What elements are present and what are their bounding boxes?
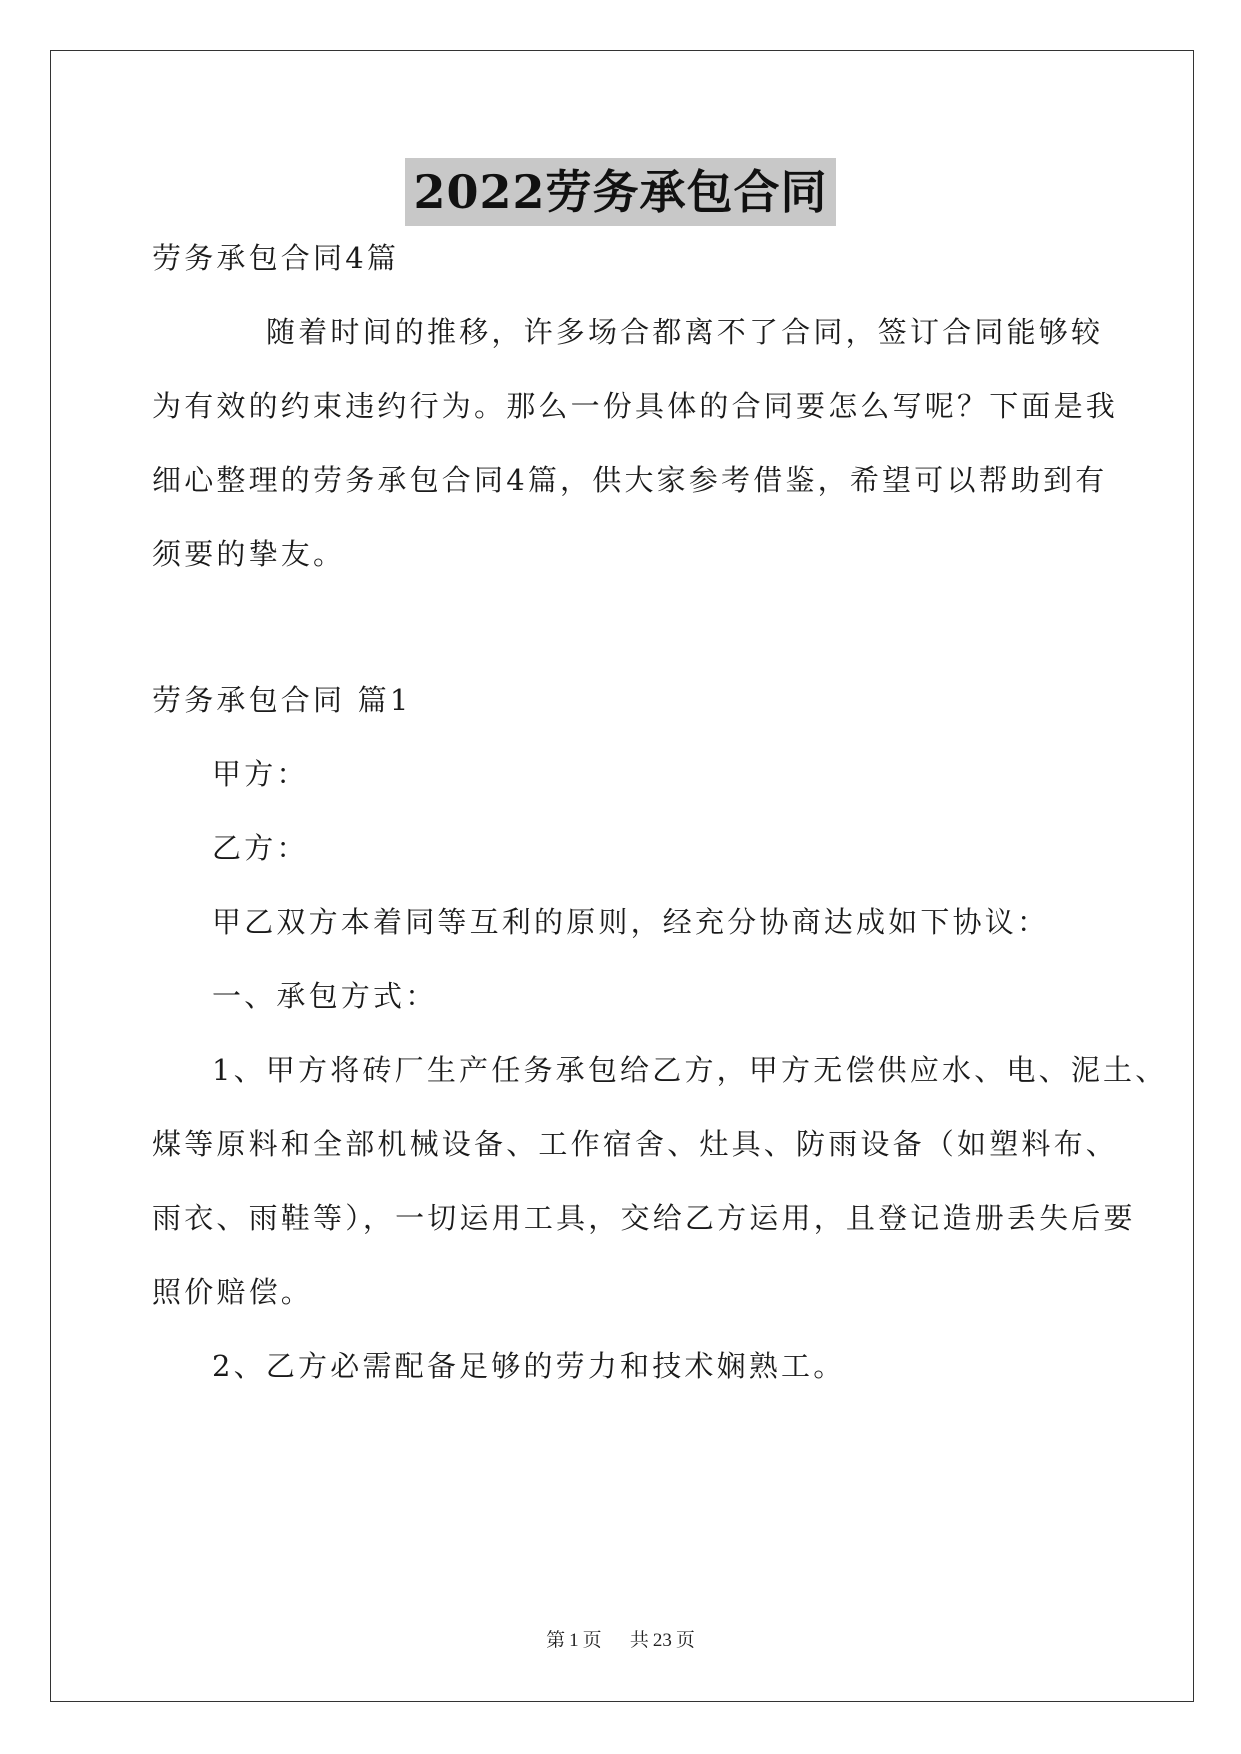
paragraph-line: 雨衣、雨鞋等），一切运用工具，交给乙方运用，且登记造册丢失后要 xyxy=(152,1201,1136,1235)
total-unit: 页 xyxy=(675,1629,695,1651)
page-prefix: 第 xyxy=(546,1629,566,1651)
page-unit: 页 xyxy=(582,1629,602,1651)
document-title: 2022劳务承包合同 xyxy=(405,158,835,226)
party-b-label: 乙方： xyxy=(212,831,309,865)
paragraph-line: 为有效的约束违约行为。那么一份具体的合同要怎么写呢？下面是我 xyxy=(152,389,1119,423)
page-total: 23 xyxy=(652,1630,672,1651)
page-border xyxy=(50,50,1194,1702)
total-prefix: 共 xyxy=(629,1629,649,1651)
clause-heading: 一、承包方式： xyxy=(212,979,438,1013)
paragraph-line: 照价赔偿。 xyxy=(152,1275,314,1309)
paragraph-line: 随着时间的推移，许多场合都离不了合同，签订合同能够较 xyxy=(266,315,1104,349)
page-footer xyxy=(0,1628,1241,1653)
subtitle: 劳务承包合同4篇 xyxy=(152,241,400,275)
paragraph-line: 煤等原料和全部机械设备、工作宿舍、灶具、防雨设备（如塑料布、 xyxy=(152,1127,1119,1161)
paragraph-line: 甲乙双方本着同等互利的原则，经充分协商达成如下协议： xyxy=(212,905,1050,939)
paragraph-line: 须要的挚友。 xyxy=(152,537,346,571)
paragraph-line: 细心整理的劳务承包合同4篇，供大家参考借鉴，希望可以帮助到有 xyxy=(152,463,1108,497)
page-current: 1 xyxy=(569,1630,579,1651)
title-container xyxy=(0,158,1241,226)
paragraph-line: 1、甲方将砖厂生产任务承包给乙方，甲方无偿供应水、电、泥土、 xyxy=(212,1053,1168,1087)
paragraph-line: 2、乙方必需配备足够的劳力和技术娴熟工。 xyxy=(212,1349,846,1383)
section-heading: 劳务承包合同 篇1 xyxy=(152,683,412,717)
party-a-label: 甲方： xyxy=(212,757,309,791)
